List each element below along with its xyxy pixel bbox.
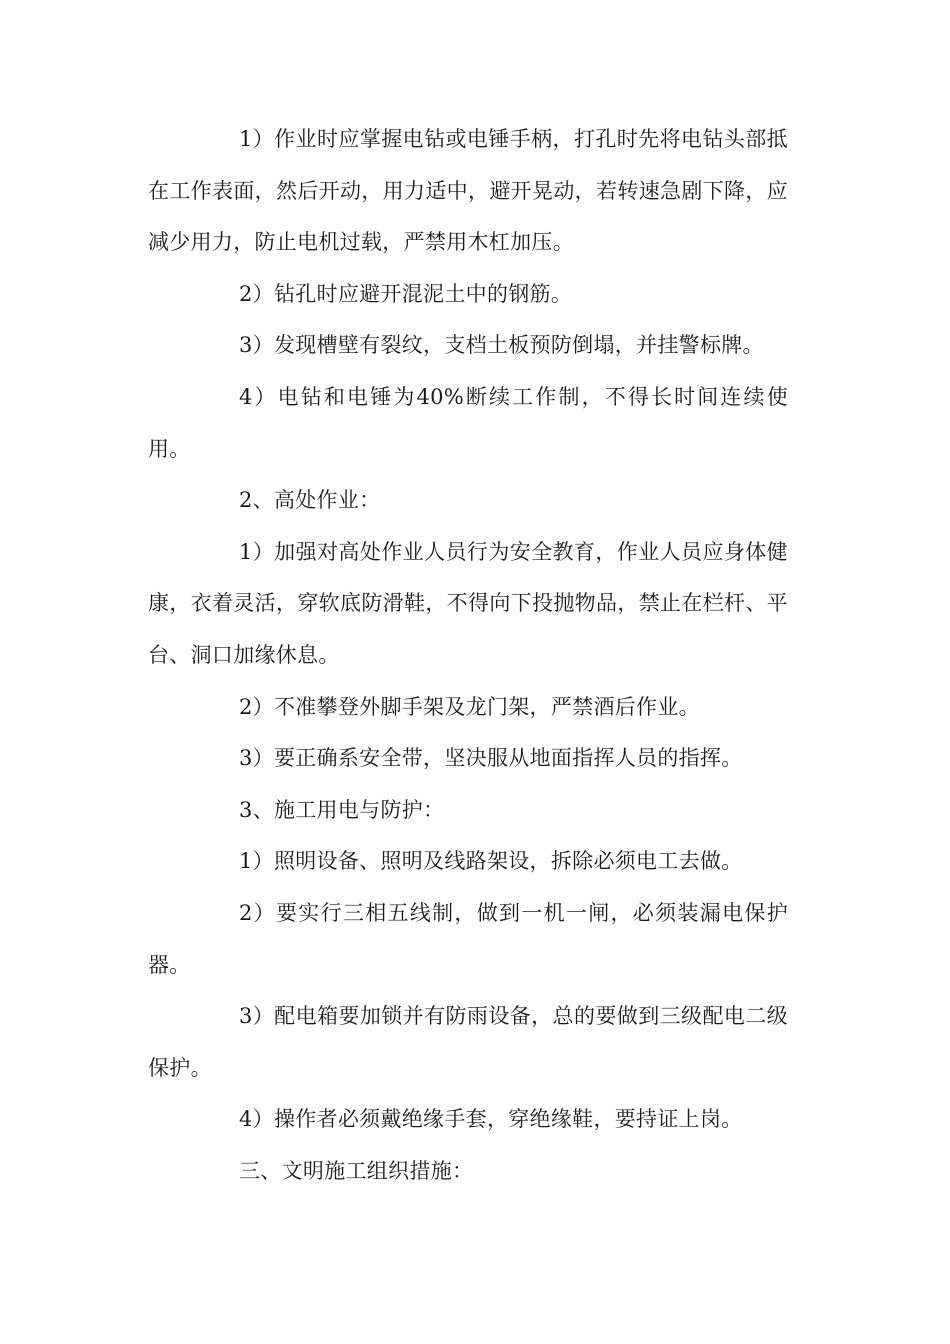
paragraph-safety-belt: 3）要正确系安全带，坚决服从地面指挥人员的指挥。	[239, 746, 743, 771]
paragraph-insulation: 4）操作者必须戴绝缘手套，穿绝缘鞋，要持证上岗。	[239, 1107, 743, 1132]
paragraph-drill-operation: 1）作业时应掌握电钻或电锤手柄，打孔时先将电钻头部抵在工作表面，然后开动，用力适中，避开晃动，若转速急剧下降，应减少用力，防止电机过载，严禁用木杠加压。	[148, 127, 788, 255]
paragraph-five-wire-system: 2）要实行三相五线制，做到一机一闸，必须装漏电保护器。	[148, 900, 788, 977]
paragraph-trench-cracks: 3）发现槽壁有裂纹，支档土板预防倒塌，并挂警标牌。	[239, 333, 764, 358]
paragraph-distribution-box: 3）配电箱要加锁并有防雨设备，总的要做到三级配电二级保护。	[148, 1004, 788, 1080]
document-body	[148, 114, 788, 1197]
paragraph-safety-education: 1）加强对高处作业人员行为安全教育，作业人员应身体健康，衣着灵活，穿软底防滑鞋，不得向下投抛物品，禁止在栏杆、平台、洞口加缘休息。	[148, 539, 788, 667]
paragraph-avoid-rebar: 2）钻孔时应避开混泥土中的钢筋。	[239, 281, 573, 306]
section-heading-electricity: 3、施工用电与防护：	[239, 797, 445, 822]
section-heading-civilized-construction: 三、文明施工组织措施：	[239, 1158, 474, 1183]
paragraph-no-climbing: 2）不准攀登外脚手架及龙门架，严禁酒后作业。	[239, 694, 700, 719]
section-heading-work-at-height: 2、高处作业：	[239, 488, 381, 513]
paragraph-lighting: 1）照明设备、照明及线路架设，拆除必须电工去做。	[239, 849, 743, 874]
paragraph-duty-cycle: 4）电钻和电锤为40%断续工作制，不得长时间连续使用。	[148, 384, 788, 461]
